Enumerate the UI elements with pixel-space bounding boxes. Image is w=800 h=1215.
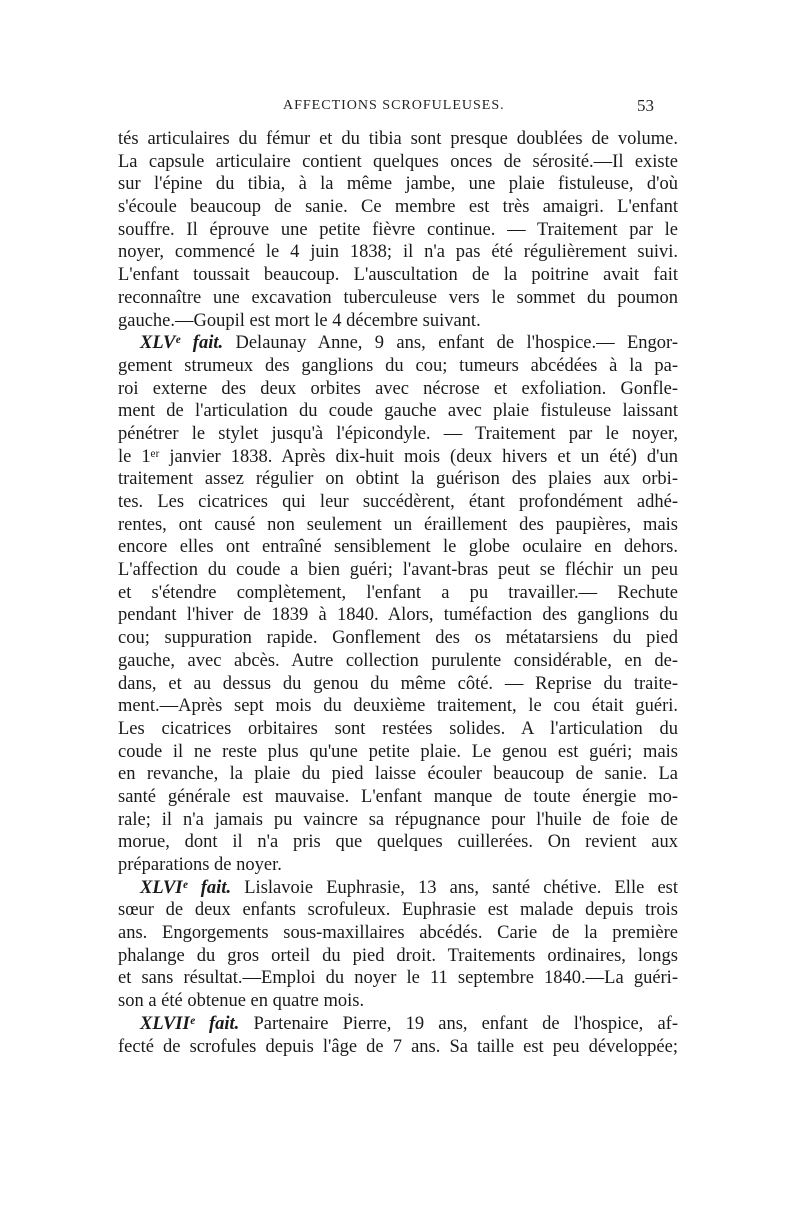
line-text: son a été obtenue en quatre mois. [118,991,365,1012]
line-text: sur l'épine du tibia, à la même jambe, une plaie fistuleuse, d'où [118,174,678,195]
text-line [118,831,678,854]
line-text: ment.—Après sept mois du deuxième traitement, le cou était guéri. [118,696,678,717]
case-label: XLVIᵉ fait. [140,877,232,898]
line-text: gauche.—Goupil est mort le 4 décembre suivant. [118,310,481,331]
line-text: encore elles ont entraîné sensiblement le globe oculaire en dehors. [118,537,678,558]
text-line [118,332,678,355]
line-text: Les cicatrices orbitaires sont restées solides. A l'articulation du [118,718,678,739]
line-text: dans, et au dessus du genou du même côté. — Reprise du traite- [118,673,678,694]
line-text: Partenaire Pierre, 19 ans, enfant de l'hospice, af- [239,1013,678,1034]
text-line [118,877,678,900]
line-text: s'écoule beaucoup de sanie. Ce membre est très amaigri. L'enfant [118,197,678,218]
text-line [118,1036,678,1059]
text-line [118,355,678,378]
line-text: rale; il n'a jamais pu vaincre sa répugnance pour l'huile de foie de [118,809,678,830]
text-line [118,604,678,627]
line-text: pénétrer le stylet jusqu'à l'épicondyle. — Traitement par le noyer, [118,423,678,444]
line-text: coude il ne reste plus qu'une petite plaie. Le genou est guéri; mais [118,741,678,762]
line-text: gauche, avec abcès. Autre collection purulente considérable, en de- [118,650,678,671]
text-line [118,922,678,945]
line-text: noyer, commencé le 4 juin 1838; il n'a pas été régulièrement suivi. [118,242,678,263]
case-label: XLVIIᵉ fait. [140,1013,240,1034]
line-text: fecté de scrofules depuis l'âge de 7 ans. Sa taille est peu développée; [118,1036,678,1057]
text-line [118,173,678,196]
line-text: Lislavoie Euphrasie, 13 ans, santé chétive. Elle est [231,877,679,898]
running-head [118,96,654,120]
line-text: le 1ᵉʳ janvier 1838. Après dix-huit mois (deux hivers et un été) d'un [118,446,678,467]
line-text: morue, dont il n'a pris que quelques cuillerées. On revient aux [118,832,678,853]
text-line [118,514,678,537]
line-text: L'enfant toussait beaucoup. L'auscultation de la poitrine avait fait [118,265,678,286]
text-line [118,559,678,582]
text-line [118,763,678,786]
text-line [118,741,678,764]
line-text: préparations de noyer. [118,855,282,875]
text-line [118,650,678,673]
line-text: gement strumeux des ganglions du cou; tumeurs abcédées à la pa- [118,355,678,376]
text-line [118,400,678,423]
text-line [118,695,678,718]
line-text: pendant l'hiver de 1839 à 1840. Alors, tuméfaction des ganglions du [118,605,678,626]
text-line [118,196,678,219]
line-text: sœur de deux enfants scrofuleux. Euphrasie est malade depuis trois [118,900,678,921]
line-text: et s'étendre complètement, l'enfant a pu travailler.— Rechute [118,582,678,603]
text-line [118,786,678,809]
line-text: roi externe des deux orbites avec nécrose et exfoliation. Gonfle- [118,378,678,399]
text-line [118,287,678,310]
body-text [118,128,678,1058]
text-line [118,673,678,696]
line-text: tes. Les cicatrices qui leur succédèrent, étant profondément adhé- [118,492,678,512]
line-text: reconnaître une excavation tuberculeuse vers le sommet du poumon [118,287,678,308]
text-line [118,219,678,242]
text-line [118,151,678,174]
running-title: AFFECTIONS SCROFULEUSES. [283,98,505,113]
line-text: La capsule articulaire contient quelques onces de sérosité.—Il existe [118,151,678,172]
line-text: rentes, ont causé non seulement un éraillement des paupières, mais [118,514,678,535]
text-line [118,627,678,650]
line-text: cou; suppuration rapide. Gonflement des os métatarsiens du pied [118,628,678,649]
line-text: et sans résultat.—Emploi du noyer le 11 septembre 1840.—La guéri- [118,968,678,989]
line-text: phalange du gros orteil du pied droit. Traitements ordinaires, longs [118,945,678,966]
text-line [118,491,678,514]
text-line [118,128,678,151]
text-line [118,899,678,922]
line-text: santé générale est mauvaise. L'enfant manque de toute énergie mo- [118,786,678,807]
text-line [118,536,678,559]
line-text: souffre. Il éprouve une petite fièvre continue. — Traitement par le [118,219,678,240]
case-label: XLVᵉ fait. [140,333,224,354]
text-line [118,423,678,446]
line-text: L'affection du coude a bien guéri; l'avant-bras peut se fléchir un peu [118,560,678,581]
text-line [118,967,678,990]
line-text: Delaunay Anne, 9 ans, enfant de l'hospice.— Engor- [223,333,678,354]
text-line [118,310,678,333]
text-line [118,446,678,469]
line-text: ment de l'articulation du coude gauche avec plaie fistuleuse laissant [118,401,678,422]
text-line [118,582,678,605]
line-text: tés articulaires du fémur et du tibia sont presque doublées de volume. [118,129,678,149]
text-line [118,945,678,968]
text-line [118,468,678,491]
text-line [118,718,678,741]
text-line [118,854,678,877]
line-text: traitement assez régulier on obtint la guérison des plaies aux orbi- [118,469,678,490]
text-line [118,241,678,264]
text-line [118,809,678,832]
text-line [118,1013,678,1036]
text-line [118,990,678,1013]
line-text: ans. Engorgements sous-maxillaires abcédés. Carie de la première [118,923,678,944]
page-number: 53 [637,96,654,115]
line-text: en revanche, la plaie du pied laisse écouler beaucoup de sanie. La [118,764,678,785]
text-line [118,264,678,287]
text-line [118,378,678,401]
